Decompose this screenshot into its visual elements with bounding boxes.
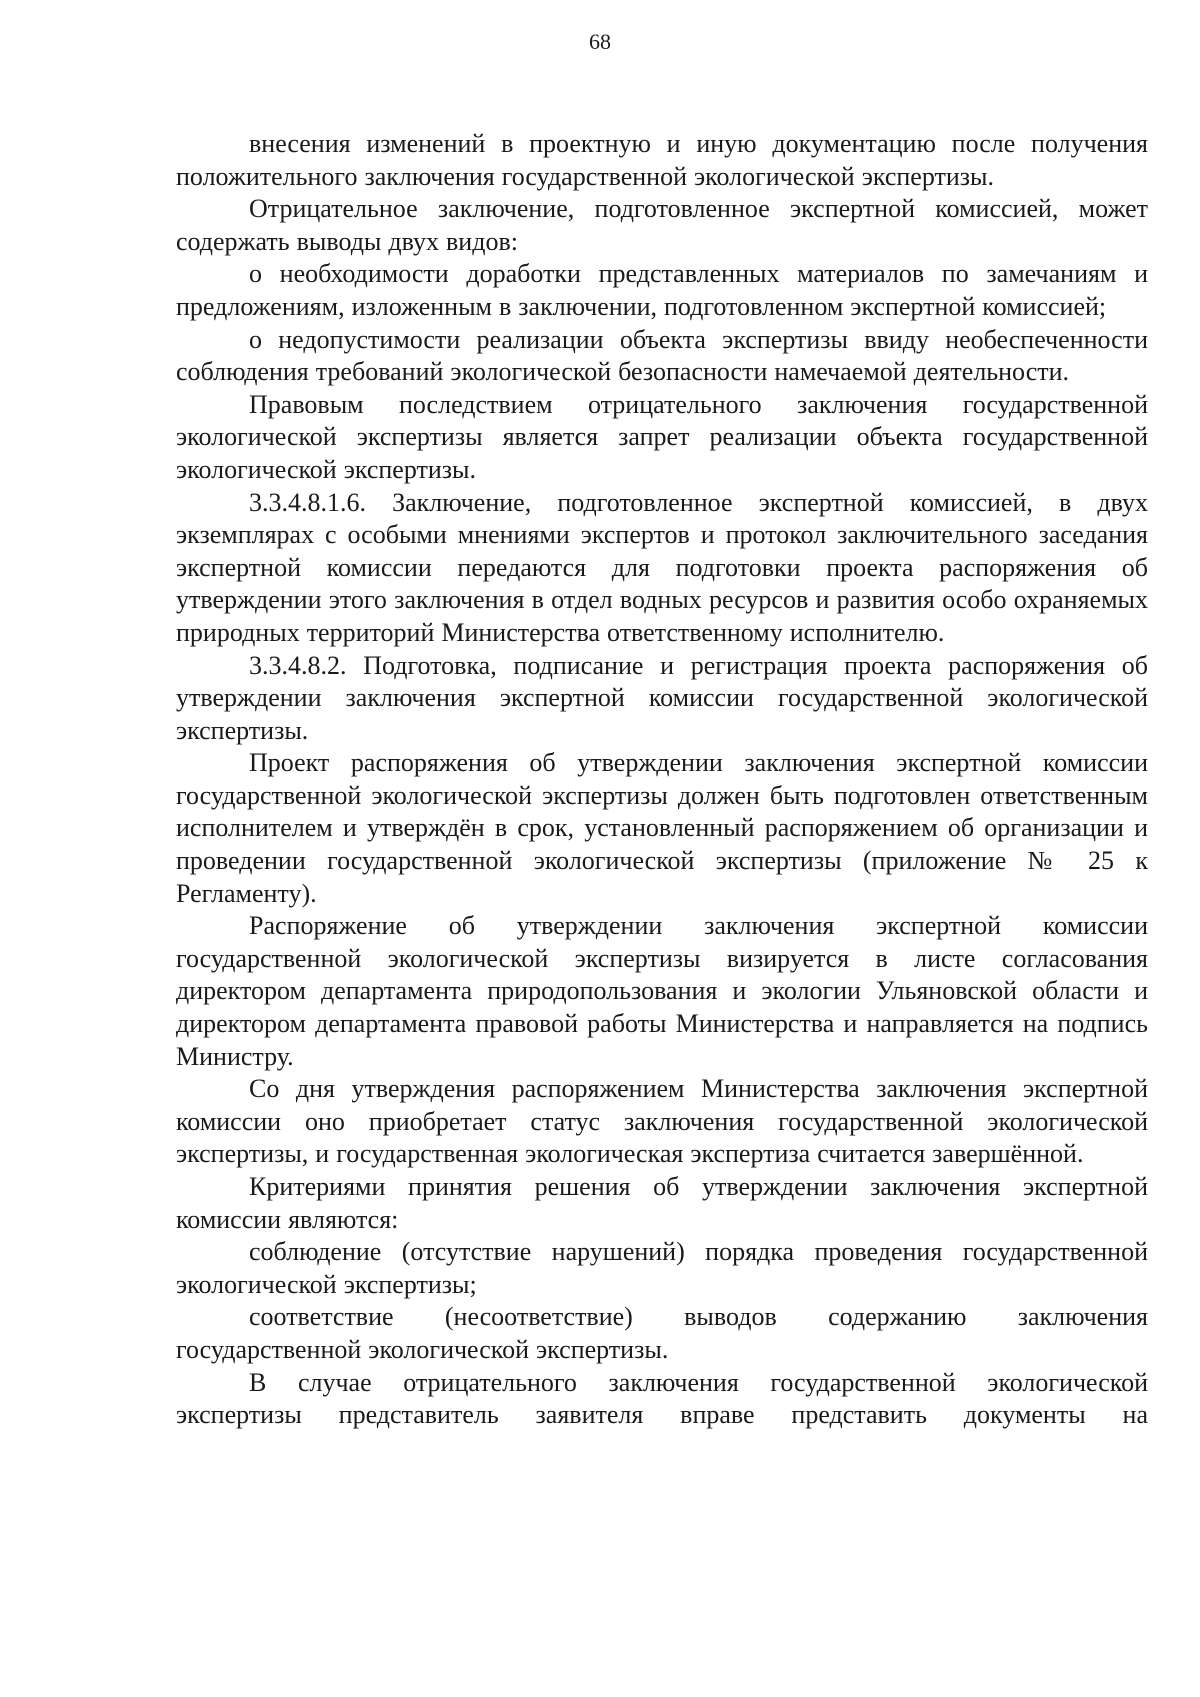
paragraph: о недопустимости реализации объекта экспертизы ввиду необеспеченности соблюдения требований экологической безопасности намечаемой деятельности. [176, 324, 1148, 387]
paragraph-last: В случае отрицательного заключения государственной экологической экспертизы представитель заявителя вправе представить документы на [176, 1367, 1148, 1430]
paragraph: Критериями принятия решения об утверждении заключения экспертной комиссии являются: [176, 1172, 1148, 1234]
paragraph: 3.3.4.8.2. Подготовка, подписание и регистрация проекта распоряжения об утверждении заключения экспертной комиссии государственной экологической экспертизы. [176, 650, 1148, 745]
page-number: 68 [589, 29, 611, 54]
paragraph: 3.3.4.8.1.6. Заключение, подготовленное экспертной комиссией, в двух экземплярах с особыми мнениями экспертов и протокол заключительного заседания экспертной комиссии передаются для подготовки проекта распоряжения об утверждении этого заключения в отдел водных ресурсов и развития особо охраняемых природных территорий Министерства ответственному исполнителю. [176, 487, 1148, 647]
paragraph: Правовым последствием отрицательного заключения государственной экологической экспертизы является запрет реализации объекта государственной экологической экспертизы. [176, 389, 1148, 484]
paragraph: Со дня утверждения распоряжением Министерства заключения экспертной комиссии оно приобретает статус заключения государственной экологической экспертизы, и государственная экологическая экспертиза считается завершённой. [176, 1074, 1148, 1169]
paragraph: о необходимости доработки представленных материалов по замечаниям и предложениям, изложенным в заключении, подготовленном экспертной комиссией; [176, 259, 1148, 321]
paragraph: Распоряжение об утверждении заключения экспертной комиссии государственной экологической экспертизы визируется в листе согласования директором департамента природопользования и экологии Ульяновской области и директором департамента правовой работы Министерства и направляется на подпись Министру. [176, 911, 1148, 1071]
paragraph: соответствие (несоответствие) выводов содержанию заключения государственной экологической экспертизы. [176, 1302, 1148, 1364]
paragraph: Проект распоряжения об утверждении заключения экспертной комиссии государственной экологической экспертизы должен быть подготовлен ответственным исполнителем и утверждён в срок, установленный распоряжением об организации и проведении государственной экологической экспертизы (приложение № 25 к Регламенту). [176, 748, 1148, 908]
paragraph-continuation: внесения изменений в проектную и иную документацию после получения положительного заключения государственной экологической экспертизы. [176, 129, 1148, 191]
paragraph: соблюдение (отсутствие нарушений) порядка проведения государственной экологической экспертизы; [176, 1237, 1148, 1299]
document-body [176, 128, 1148, 1432]
paragraph: Отрицательное заключение, подготовленное экспертной комиссией, может содержать выводы двух видов: [176, 194, 1148, 256]
